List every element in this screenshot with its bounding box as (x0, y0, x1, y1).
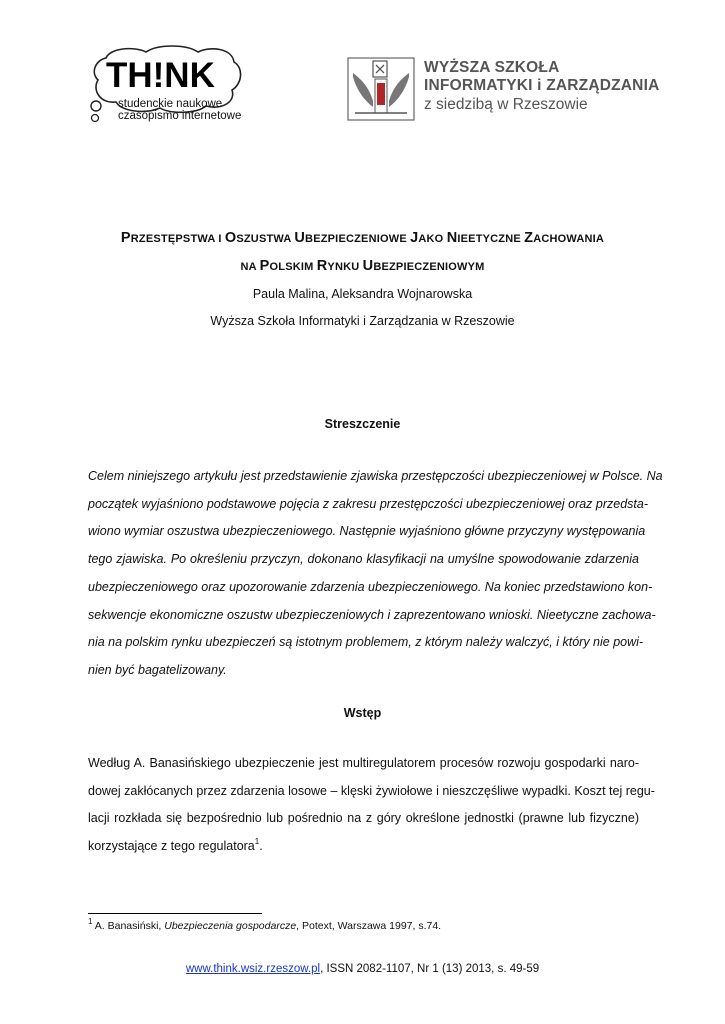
think-subline-2: czasopismo internetowe (118, 110, 242, 122)
abstract-line: Celem niniejszego artykułu jest przedstawienie zjawiska przestępczości ubezpieczeniowej w Polsce. Na (88, 469, 663, 483)
footnote-divider (88, 913, 262, 914)
footnote (88, 916, 442, 932)
journal-link[interactable]: www.think.wsiz.rzeszow.pl (185, 963, 321, 975)
title-word: ACHOWANIA (533, 233, 605, 245)
title-initial: R (316, 258, 328, 274)
abstract-line: sekwencje ekonomiczne oszustw ubezpieczeniowych i zaprezentowano wnioski. Nieetyczne zachowa- (88, 607, 656, 622)
wsiz-crest-icon (347, 57, 415, 121)
title-word: SZUSTWA (236, 233, 295, 245)
footnote-author: A. Banasiński, (92, 920, 165, 932)
title-initial: N (446, 230, 458, 246)
abstract-body (88, 463, 663, 685)
title-initial: O (224, 230, 237, 246)
title-word: RZESTĘPSTWA I (130, 233, 225, 245)
footnote-reference[interactable]: 1 (254, 836, 260, 846)
think-logo (86, 44, 266, 130)
wsiz-name-line-1: WYŻSZA SZKOŁA (424, 59, 560, 76)
footnote-number: 1 (88, 916, 93, 926)
paper-authors: Paula Malina, Aleksandra Wojnarowska (252, 287, 473, 301)
think-wordmark: TH!NK (106, 56, 215, 95)
footnote-rest: , Potext, Warszawa 1997, s.74. (296, 920, 442, 932)
think-subline-1: studenckie naukowe (118, 98, 223, 110)
paper-affiliation: Wyższa Szkoła Informatyki i Zarządzania w Rzeszowie (210, 314, 515, 328)
title-word: BEZPIECZENIOWYM (373, 261, 485, 273)
wsiz-name-line-3: z siedzibą w Rzeszowie (424, 96, 588, 113)
abstract-line: tego zjawiska. Po określeniu przyczyn, dokonano klasyfikacji na umyślne spowodowanie zdarzenia (88, 552, 639, 567)
abstract-heading: Streszczenie (324, 417, 401, 431)
title-word: AKO (418, 233, 447, 245)
title-initial: P (120, 230, 131, 246)
abstract-line: ubezpieczeniowego oraz upozorowanie zdarzenia ubezpieczeniowego. Na koniec przedstawiono kon- (88, 579, 653, 594)
title-initial: Z (524, 230, 534, 246)
intro-line: Według A. Banasińskiego ubezpieczenie jest multiregulatorem procesów rozwoju gospodarki naro- (88, 756, 639, 770)
wsiz-logo (347, 57, 680, 121)
title-word: BEZPIECZENIOWE (305, 233, 411, 245)
intro-line: lacji rozkłada się bezpośrednio lub pośrednio na z góry określone jednostki (prawne lub fizyczne) (88, 811, 639, 826)
abstract-line: wiono wymiar oszustwa ubezpieczeniowego. Następnie wyjaśniono główne przyczyny występowania (88, 524, 646, 539)
wsiz-name-line-2: INFORMATYKI i ZARZĄDZANIA (424, 77, 660, 94)
intro-line-last: korzystające z tego regulatora$^1$. (88, 836, 263, 854)
title-initial: P (259, 258, 270, 274)
intro-line: dowej zakłócanych przez zdarzenia losowe – klęski żywiołowe i nieszczęśliwe wypadki. Koszt tej regu- (88, 783, 655, 798)
intro-heading: Wstęp (343, 706, 382, 720)
title-word: IEETYCZNE (457, 233, 525, 245)
title-word: YNKU (327, 261, 363, 273)
title-initial: U (362, 258, 374, 274)
title-initial: J (410, 230, 419, 246)
intro-last-text: korzystające z tego regulatora (88, 839, 255, 854)
paper-title-line-2 (60, 257, 665, 274)
paper-title-line-1 (60, 229, 665, 246)
wsiz-name (424, 59, 659, 115)
title-word: OLSKIM (269, 261, 317, 273)
abstract-line: początek wyjaśniono podstawowe pojęcia z zakresu przestępczości ubezpieczeniowej oraz przedsta- (88, 496, 649, 511)
title-word: NA (240, 261, 260, 273)
intro-body (88, 750, 655, 861)
title-initial: U (294, 230, 306, 246)
footnote-work: Ubezpieczenia gospodarcze (164, 920, 297, 932)
abstract-line: nia na polskim rynku ubezpieczeń są istotnym problemem, z którym należy walczyć, i który nie powi- (88, 635, 644, 650)
footer-citation: , ISSN 2082-1107, Nr 1 (13) 2013, s. 49-59 (320, 963, 540, 975)
abstract-line: nien być bagatelizowany. (88, 662, 227, 677)
page-footer (60, 963, 665, 975)
